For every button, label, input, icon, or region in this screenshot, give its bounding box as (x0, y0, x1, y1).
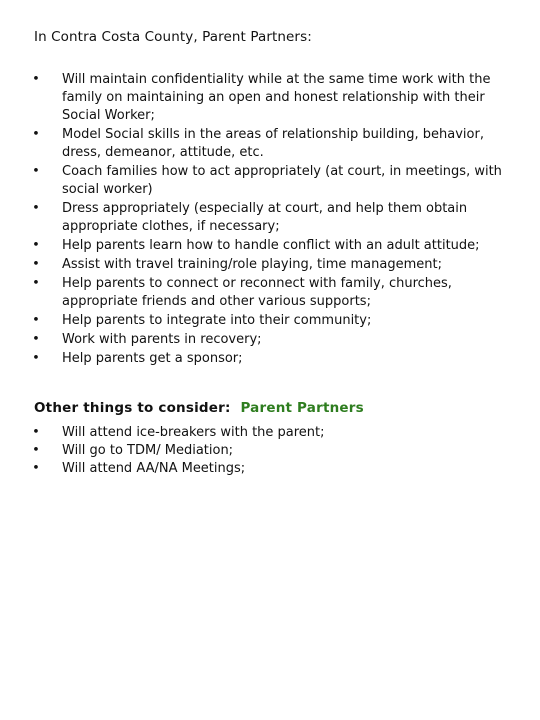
list-item-text: Will attend AA/NA Meetings; (62, 461, 246, 476)
bullet-icon: • (32, 425, 40, 440)
list-item (0, 350, 540, 368)
bullet-icon: • (32, 332, 40, 347)
list-item-text: Help parents to connect or reconnect with family, churches, appropriate friends and other various supports; (62, 276, 452, 309)
list-item (0, 126, 540, 162)
section-subheading (34, 400, 364, 416)
parent-partner-duties-list (0, 71, 540, 369)
list-item (0, 163, 540, 199)
list-item (0, 71, 540, 125)
list-item-text: Help parents learn how to handle conflict with an adult attitude; (62, 238, 480, 253)
list-item-text: Will attend ice-breakers with the parent; (62, 425, 325, 440)
list-item (0, 442, 540, 460)
page-heading: In Contra Costa County, Parent Partners: (34, 29, 312, 45)
list-item-text: Model Social skills in the areas of relationship building, behavior, dress, demeanor, attitude, etc. (62, 127, 484, 160)
list-item-text: Assist with travel training/role playing, time management; (62, 257, 442, 272)
list-item (0, 256, 540, 274)
bullet-icon: • (32, 276, 40, 291)
list-item-text: Help parents to integrate into their community; (62, 313, 372, 328)
subheading-prefix: Other things to consider: (34, 400, 231, 416)
bullet-icon: • (32, 351, 40, 366)
list-item-text: Will maintain confidentiality while at the same time work with the family on maintaining an open and honest relationship with their Social Worker; (62, 72, 491, 123)
bullet-icon: • (32, 164, 40, 179)
list-item (0, 460, 540, 478)
list-item (0, 424, 540, 442)
list-item-text: Dress appropriately (especially at court, and help them obtain appropriate clothes, if necessary; (62, 201, 468, 234)
bullet-icon: • (32, 461, 40, 476)
bullet-icon: • (32, 443, 40, 458)
list-item (0, 331, 540, 349)
bullet-icon: • (32, 72, 40, 87)
list-item-text: Help parents get a sponsor; (62, 351, 243, 366)
other-considerations-list (0, 424, 540, 478)
list-item-text: Will go to TDM/ Mediation; (62, 443, 234, 458)
bullet-icon: • (32, 201, 40, 216)
bullet-icon: • (32, 257, 40, 272)
bullet-icon: • (32, 238, 40, 253)
bullet-icon: • (32, 313, 40, 328)
list-item (0, 275, 540, 311)
list-item (0, 312, 540, 330)
bullet-icon: • (32, 127, 40, 142)
list-item (0, 237, 540, 255)
list-item-text: Work with parents in recovery; (62, 332, 262, 347)
list-item-text: Coach families how to act appropriately (at court, in meetings, with social worker) (62, 164, 502, 197)
subheading-accent: Parent Partners (240, 400, 364, 416)
list-item (0, 200, 540, 236)
